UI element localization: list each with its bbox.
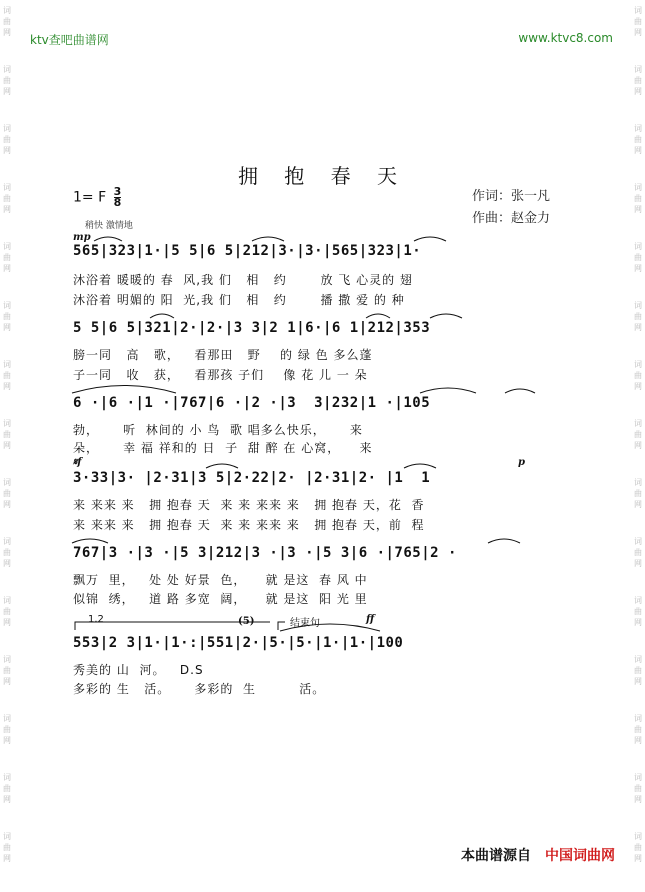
watermark-char: 曲 <box>634 548 642 557</box>
lyric-line-1b: 沐浴着 明媚的 阳 光,我 们 相 约 播 撒 爱 的 种 <box>73 293 405 307</box>
lyric-line-4a: 来 来来 来 拥 抱春 天 来 来 来来 来 拥 抱春 天，花 香 <box>73 498 425 512</box>
watermark-char: 网 <box>634 87 642 96</box>
watermark-char: 曲 <box>634 784 642 793</box>
lyric-line-3a: 勃， 听 林间的 小 鸟 歌 唱多么快乐， 来 <box>73 423 363 437</box>
slur <box>505 389 535 393</box>
source-footer <box>461 845 615 865</box>
dynamic-mp: mp <box>73 232 91 243</box>
lyric-line-1a: 沐浴着 暖暖的 春 风,我 们 相 约 放 飞 心灵的 翅 <box>73 273 413 287</box>
watermark-char: 网 <box>3 795 11 804</box>
slur <box>206 464 238 468</box>
slur <box>252 237 284 241</box>
watermark-char: 网 <box>634 382 642 391</box>
watermark-char: 曲 <box>3 548 11 557</box>
watermark-char: 词 <box>634 6 642 15</box>
lyric-line-6b: 多彩的 生 活。 多彩的 生 活。 <box>73 682 326 696</box>
watermark-char: 词 <box>3 124 11 133</box>
watermark-char: 词 <box>3 183 11 192</box>
watermark-char: 网 <box>3 205 11 214</box>
slur <box>488 539 520 543</box>
ending-bracket-label: 1.2 <box>88 614 104 625</box>
watermark-char: 网 <box>3 854 11 863</box>
watermark-char: 词 <box>3 478 11 487</box>
watermark-char: 网 <box>634 264 642 273</box>
watermark-char: 曲 <box>634 843 642 852</box>
watermark-char: 曲 <box>634 371 642 380</box>
watermark-char: 网 <box>634 736 642 745</box>
lyricist-credit: 作词：张一凡 <box>472 189 551 204</box>
slur <box>414 237 446 241</box>
watermark-char: 词 <box>3 714 11 723</box>
lyric-line-5b: 似锦 绣， 道 路 多宽 阔， 就 是这 阳 光 里 <box>73 592 368 606</box>
watermark-char: 曲 <box>634 607 642 616</box>
watermark-char: 曲 <box>3 607 11 616</box>
song-title: 拥 抱 春 天 <box>237 164 408 188</box>
watermark-char: 网 <box>634 500 642 509</box>
watermark-char: 词 <box>634 832 642 841</box>
repeat-count: (5) <box>238 616 255 627</box>
watermark-char: 曲 <box>3 843 11 852</box>
watermark-char: 网 <box>634 677 642 686</box>
watermark-char: 词 <box>634 183 642 192</box>
notes-line-5: 767|3 ·|3 ·|5 3|212|3 ·|3 ·|5 3|6 ·|765|2 · <box>73 545 457 561</box>
watermark-char: 网 <box>3 736 11 745</box>
watermark-char: 网 <box>3 323 11 332</box>
watermark-char: 网 <box>634 205 642 214</box>
watermark-char: 网 <box>3 618 11 627</box>
site-name-left: ktv查吧曲谱网 <box>30 33 109 47</box>
slur <box>280 624 380 631</box>
watermark-char: 网 <box>634 559 642 568</box>
coda-bracket <box>278 622 285 630</box>
watermark-char: 词 <box>634 714 642 723</box>
watermark-char: 曲 <box>3 135 11 144</box>
watermark-char: 网 <box>634 795 642 804</box>
watermark-char: 词 <box>634 596 642 605</box>
watermark-char: 词 <box>3 832 11 841</box>
watermark-char: 词 <box>3 6 11 15</box>
watermark-char: 词 <box>3 360 11 369</box>
watermark-char: 网 <box>634 441 642 450</box>
notes-line-6: 553|2 3|1·|1·:|551|2·|5·|5·|1·|1·|100 <box>73 635 404 651</box>
watermark-char: 词 <box>634 419 642 428</box>
watermark-char: 曲 <box>3 725 11 734</box>
watermark-char: 曲 <box>3 76 11 85</box>
notes-line-1: 565|323|1·|5 5|6 5|212|3·|3·|565|323|1· <box>73 243 422 259</box>
watermark-char: 词 <box>634 537 642 546</box>
slur <box>420 388 476 393</box>
lyric-line-6a: 秀美的 山 河。 D.S <box>73 663 204 677</box>
watermark-char: 词 <box>3 537 11 546</box>
watermark-char: 网 <box>634 854 642 863</box>
ending-bracket <box>75 622 270 630</box>
watermark-char: 词 <box>634 655 642 664</box>
dynamic-ff: ff <box>366 614 375 625</box>
watermark-char: 网 <box>3 441 11 450</box>
watermark-char: 曲 <box>3 194 11 203</box>
watermark-char: 网 <box>634 146 642 155</box>
lyric-line-4b: 来 来来 来 拥 抱春 天 来 来 来来 来 拥 抱春 天，前 程 <box>73 518 425 532</box>
watermark-char: 曲 <box>3 312 11 321</box>
watermark-char: 词 <box>634 360 642 369</box>
notes-line-4: 3·33|3· |2·31|3 5|2·22|2· |2·31|2· |1 1 <box>73 470 431 486</box>
watermark-char: 曲 <box>634 666 642 675</box>
site-url-right: www.ktvc8.com <box>518 31 613 45</box>
watermark-char: 曲 <box>3 17 11 26</box>
notes-line-3: 6 ·|6 ·|1 ·|767|6 ·|2 ·|3 3|232|1 ·|105 <box>73 395 431 411</box>
watermark-char: 词 <box>3 65 11 74</box>
watermark-char: 曲 <box>3 371 11 380</box>
lyric-line-2a: 膀一同 高 歌， 看那田 野 的 绿 色 多么蓬 <box>73 348 373 362</box>
watermark-char: 曲 <box>634 135 642 144</box>
watermark-char: 网 <box>3 500 11 509</box>
watermark-char: 词 <box>634 242 642 251</box>
watermark-char: 网 <box>3 146 11 155</box>
watermark-char: 词 <box>3 773 11 782</box>
watermark-char: 网 <box>3 559 11 568</box>
slur <box>430 314 462 318</box>
watermark-char: 曲 <box>3 666 11 675</box>
watermark-char: 曲 <box>634 489 642 498</box>
watermark-char: 曲 <box>634 194 642 203</box>
slur <box>366 314 390 318</box>
slur <box>404 464 436 468</box>
watermark-char: 曲 <box>634 430 642 439</box>
time-top: 3 <box>113 185 122 198</box>
watermark-char: 曲 <box>634 725 642 734</box>
source-prefix: 本曲谱源自 <box>461 848 531 864</box>
watermark-char: 词 <box>634 124 642 133</box>
watermark-char: 曲 <box>634 253 642 262</box>
watermark-char: 曲 <box>634 312 642 321</box>
slur <box>94 237 122 241</box>
watermark-char: 网 <box>3 264 11 273</box>
watermark-char: 词 <box>634 65 642 74</box>
watermark-char: 词 <box>3 655 11 664</box>
slur <box>150 314 174 318</box>
watermark-char: 网 <box>634 323 642 332</box>
lyric-line-3b: 朵， 幸 福 祥和的 日 子 甜 醉 在 心窝， 来 <box>73 441 373 455</box>
watermark-char: 网 <box>634 28 642 37</box>
watermark-char: 曲 <box>634 17 642 26</box>
watermark-char: 词 <box>3 301 11 310</box>
slur <box>72 386 176 394</box>
coda-label: 结束句 <box>290 618 320 629</box>
watermark-char: 词 <box>634 773 642 782</box>
watermark-char: 曲 <box>3 784 11 793</box>
watermark-char: 词 <box>3 596 11 605</box>
lyric-line-2b: 子一同 收 获， 看那孩 子们 像 花 儿 一 朵 <box>73 368 368 382</box>
tempo-marking: 稍快 激情地 <box>85 221 133 231</box>
source-name: 中国词曲网 <box>545 848 615 864</box>
watermark-char: 曲 <box>634 76 642 85</box>
notes-line-2: 5 5|6 5|321|2·|2·|3 3|2 1|6·|6 1|212|353 <box>73 320 431 336</box>
key-label: 1= F <box>73 189 107 206</box>
watermark-char: 曲 <box>3 489 11 498</box>
slur <box>72 539 108 543</box>
watermark-char: 词 <box>634 478 642 487</box>
watermark-char: 网 <box>3 677 11 686</box>
watermark-char: 词 <box>3 419 11 428</box>
lyric-line-5a: 飘万 里， 处 处 好景 色， 就 是这 春 风 中 <box>73 573 368 587</box>
segno-mark: 𝄋f <box>73 457 82 468</box>
watermark-char: 网 <box>3 87 11 96</box>
watermark-char: 曲 <box>3 430 11 439</box>
watermark-char: 网 <box>634 618 642 627</box>
composer-credit: 作曲：赵金力 <box>472 211 551 226</box>
watermark-char: 网 <box>3 28 11 37</box>
watermark-char: 词 <box>3 242 11 251</box>
watermark-char: 网 <box>3 382 11 391</box>
watermark-char: 曲 <box>3 253 11 262</box>
time-bottom: 8 <box>113 196 122 209</box>
dynamic-p: p <box>518 457 525 468</box>
watermark-char: 词 <box>634 301 642 310</box>
